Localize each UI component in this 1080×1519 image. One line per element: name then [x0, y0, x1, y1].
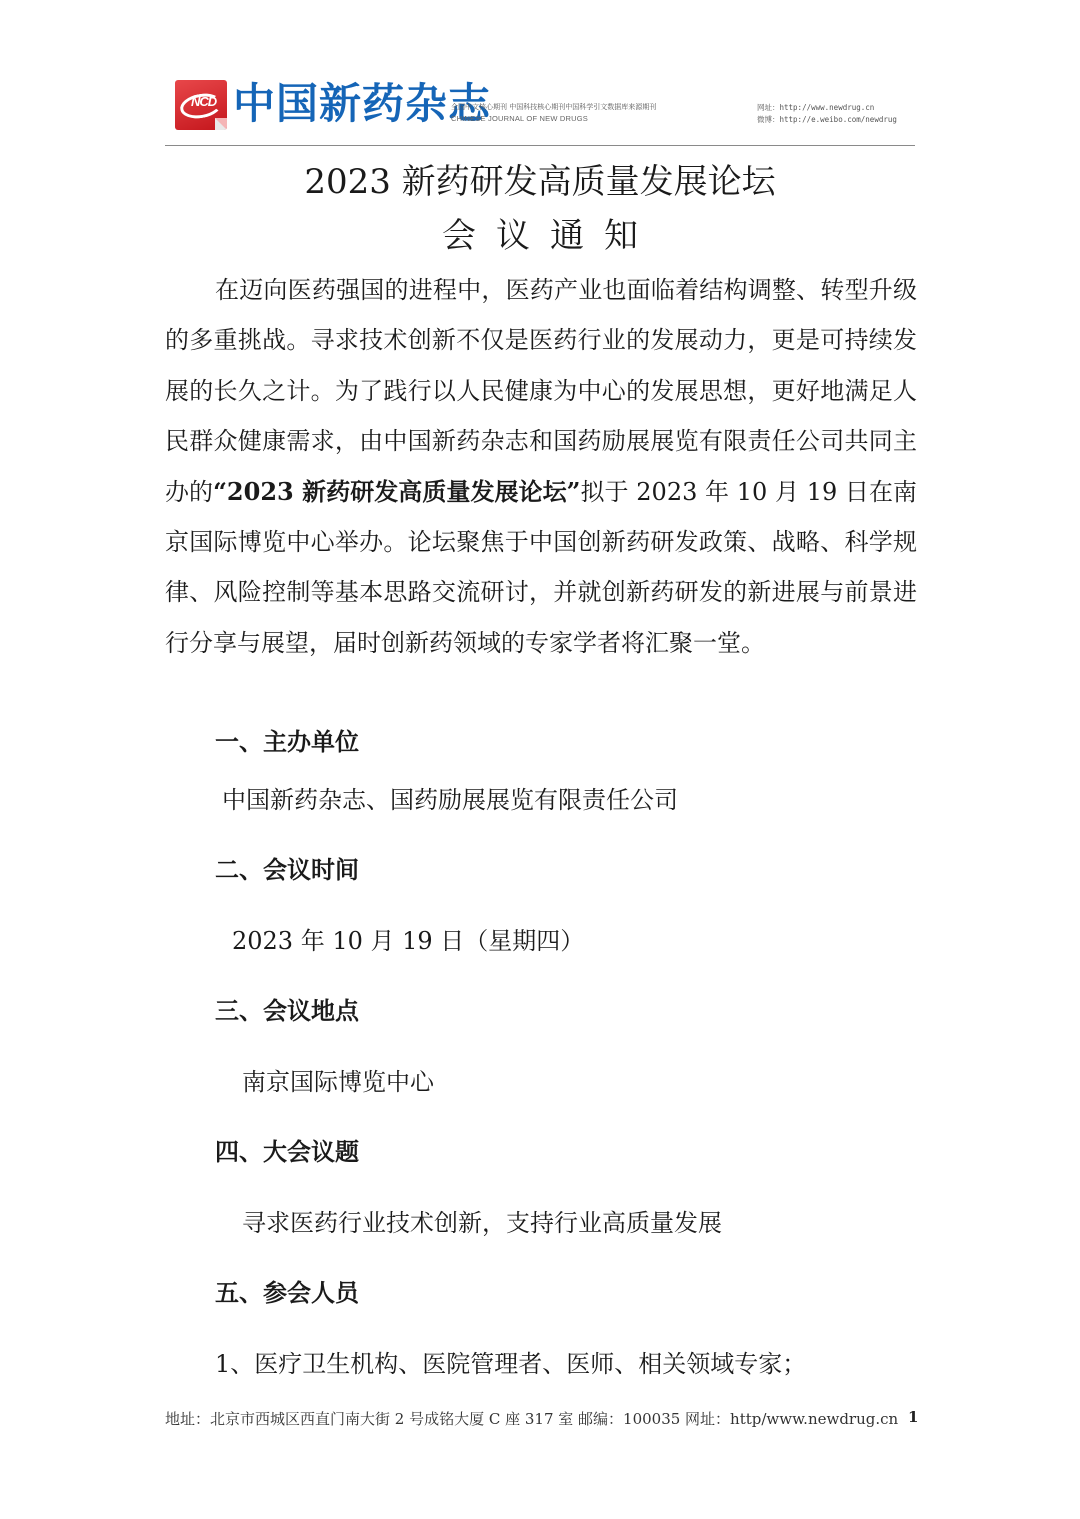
- intro-text-part2: 拟于 2023 年 10 月 19 日在南京国际博览中心举办。论坛聚焦于中国创新药研发政策、战略、科学规律、风险控制等基本思路交流研讨，并就创新药研发的新进展与前景进行分享与展望，届时创新药领域的专家学者将汇聚一堂。: [165, 477, 918, 657]
- section-heading-venue: 三、会议地点: [215, 997, 359, 1025]
- intro-paragraph: [165, 265, 917, 668]
- document-title: 2023 新药研发高质量发展论坛: [304, 162, 776, 202]
- journal-header: [165, 78, 915, 134]
- section-content-organizer: 中国新药杂志、国药励展展览有限责任公司: [222, 786, 678, 814]
- journal-contact: [757, 102, 897, 126]
- header-divider: [165, 145, 915, 146]
- forum-name-bold: “2023 新药研发高质量发展论坛”: [213, 476, 581, 506]
- weibo-link[interactable]: 微博：http://e.weibo.com/newdrug: [757, 115, 897, 124]
- section-content-topic: 寻求医药行业技术创新，支持行业高质量发展: [242, 1209, 722, 1237]
- section-heading-time: 二、会议时间: [215, 856, 359, 884]
- section-content-venue: 南京国际博览中心: [242, 1068, 434, 1096]
- website-link[interactable]: 网址：http://www.newdrug.cn: [757, 103, 875, 112]
- tagline-en: CHINESE JOURNAL OF NEW DRUGS: [451, 114, 589, 123]
- logo-text: NCD: [191, 94, 217, 109]
- tagline-cn: 全国中文核心期刊 中国科技核心期刊中国科学引文数据库来源期刊: [451, 103, 657, 111]
- intro-text-part1: 在迈向医药强国的进程中，医药产业也面临着结构调整、转型升级的多重挑战。寻求技术创新不仅是医药行业的发展动力，更是可持续发展的长久之计。为了践行以人民健康为中心的发展思想，更好地满足人民群众健康需求，由中国新药杂志和国药励展展览有限责任公司共同主办的: [165, 276, 917, 506]
- section-heading-organizer: 一、主办单位: [215, 728, 359, 756]
- section-heading-attendees: 五、参会人员: [215, 1279, 359, 1307]
- page-number: 1: [908, 1408, 919, 1426]
- document-subtitle: 会议通知: [442, 216, 658, 256]
- page-footer: 地址：北京市西城区西直门南大街 2 号成铭大厦 C 座 317 室 邮编：100035 网址：http/www.newdrug.cn: [165, 1410, 899, 1428]
- journal-tagline: [451, 102, 656, 124]
- journal-brand-name: 中国新药杂志: [233, 79, 492, 128]
- journal-logo-icon: [175, 80, 227, 130]
- logo-page-fold: [215, 118, 227, 130]
- section-heading-topic: 四、大会议题: [215, 1138, 359, 1166]
- section-content-time: 2023 年 10 月 19 日（星期四）: [232, 927, 585, 955]
- section-content-attendees: 1、医疗卫生机构、医院管理者、医师、相关领域专家；: [215, 1350, 807, 1378]
